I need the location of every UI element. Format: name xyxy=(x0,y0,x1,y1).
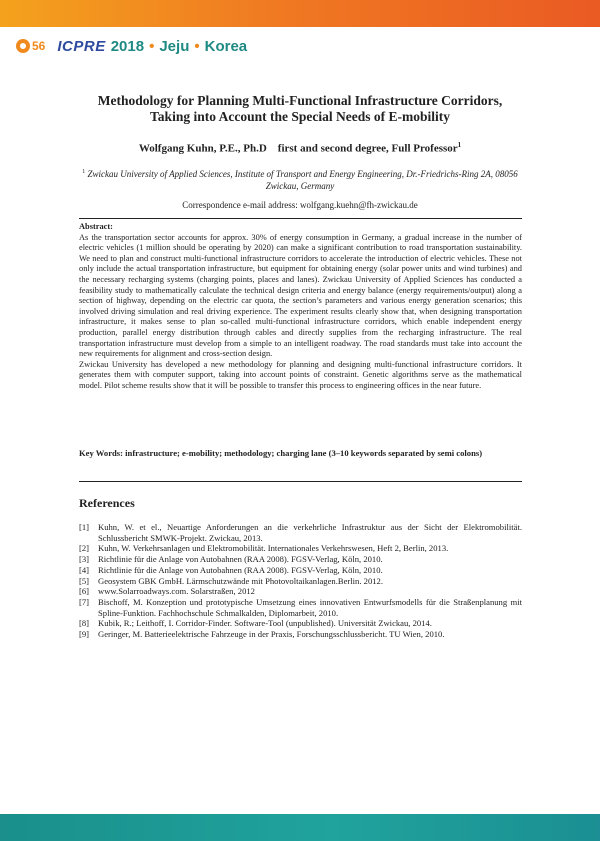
reference-text: Geosystem GBK GmbH. Lärmschutzwände mit Photovoltaikanlagen.Berlin. 2012. xyxy=(98,575,383,586)
reference-item xyxy=(79,586,522,597)
reference-number: [4] xyxy=(79,564,90,575)
reference-text: Kubik, R.; Leithoff, I. Corridor-Finder. Software-Tool (unpublished). Universität Zwickau, 2014. xyxy=(98,618,432,629)
logo-separator: • xyxy=(194,37,200,55)
affiliation-mark: 1 xyxy=(82,169,86,175)
author-affiliation-mark: 1 xyxy=(457,141,462,149)
reference-number: [9] xyxy=(79,629,90,640)
reference-text: Kuhn, W. Verkehrsanlagen und Elektromobilität. Internationales Verkehrswesen, Heft 2, Berlin, 2013. xyxy=(98,543,449,554)
abstract-heading: Abstract: xyxy=(79,222,113,231)
reference-number: [1] xyxy=(79,522,90,532)
conference-country: Korea xyxy=(204,37,248,55)
reference-text: Bischoff, M. Konzeption und prototypische Umsetzung eines innovativen Entwurfsmodells für die Straßenplanung mit Spline-Funktion. Fachhochschule Schmalkalden, Diplomarbeit, 2010. xyxy=(98,596,522,618)
reference-item xyxy=(79,576,522,587)
correspondence-email: Correspondence e-mail address: wolfgang.kuehn@fh-zwickau.de xyxy=(182,200,418,210)
reference-item xyxy=(79,543,522,554)
keywords: Key Words: infrastructure; e-mobility; methodology; charging lane (3–10 keywords separated by semi colons) xyxy=(79,448,483,458)
reference-number: [5] xyxy=(79,575,90,586)
reference-text: www.Solarroadways.com. Solarstraßen, 2012 xyxy=(98,586,255,597)
conference-name: ICPRE xyxy=(57,37,106,55)
reference-number: [8] xyxy=(79,618,90,629)
reference-list xyxy=(79,522,522,640)
author-line xyxy=(60,141,540,155)
reference-item xyxy=(79,629,522,640)
conference-emblem-icon xyxy=(16,39,30,53)
reference-text: Geringer, M. Batterieelektrische Fahrzeuge in der Praxis, Forschungsschlussbericht. TU Wien, 2010. xyxy=(98,629,445,640)
affiliation xyxy=(80,166,520,192)
header-band xyxy=(0,0,600,27)
conference-year: 2018 xyxy=(110,37,145,55)
reference-number: [6] xyxy=(79,586,90,597)
reference-number: [7] xyxy=(79,596,90,607)
reference-item xyxy=(79,522,522,543)
conference-city: Jeju xyxy=(159,37,190,55)
affiliation-text: Zwickau University of Applied Sciences, Institute of Transport and Energy Engineering, Dr.-Friedrichs-Ring 2A, 08056 Zwickau, Germany xyxy=(87,169,518,191)
abstract-top-rule xyxy=(79,218,522,219)
reference-item xyxy=(79,618,522,629)
logo-separator: • xyxy=(149,37,155,55)
abstract-section xyxy=(79,222,522,392)
paper-title-line-1: Methodology for Planning Multi-Functional Infrastructure Corridors, xyxy=(97,93,503,108)
reference-item xyxy=(79,565,522,576)
references-heading: References xyxy=(79,496,135,510)
author-name: Wolfgang Kuhn, P.E., Ph.D first and second degree, Full Professor xyxy=(138,142,458,155)
reference-text: Richtlinie für die Anlage von Autobahnen (RAA 2008). FGSV-Verlag, Köln, 2010. xyxy=(98,564,383,575)
reference-item xyxy=(79,597,522,618)
conference-logo xyxy=(16,36,247,56)
paper-title-line-2: Taking into Account the Special Needs of E-mobility xyxy=(150,109,450,124)
abstract-paragraph-2: Zwickau University has developed a new methodology for planning and designing multi-functional infrastructure corridors. It generates them with computer support, taking into account points of constraint. Genetic algorithms serve as the mathematical model. Pilot scheme results show that it will be possible to transfer this process to engineering offices in the near future. xyxy=(79,359,522,390)
footer-band xyxy=(0,814,600,841)
reference-number: [2] xyxy=(79,543,90,554)
reference-number: [3] xyxy=(79,554,90,565)
reference-item xyxy=(79,554,522,565)
reference-text: Richtlinie für die Anlage von Autobahnen (RAA 2008). FGSV-Verlag, Köln, 2010. xyxy=(98,554,383,565)
abstract-bottom-rule xyxy=(79,481,522,482)
reference-text: Kuhn, W. et el., Neuartige Anforderungen an die verkehrliche Infrastruktur aus der Sicht der Elektromobilität. Schlussbericht SMWK-Projekt. Zwickau, 2013. xyxy=(98,522,522,543)
page-number: 56 xyxy=(32,39,46,53)
paper-title xyxy=(60,93,540,125)
abstract-paragraph-1: As the transportation sector accounts for approx. 30% of energy consumption in Germany, a gradual increase in the number of electric vehicles (1 million should be operating by 2020) can make a significant contribution to road transportation sustainability. We need to plan and construct multi-functional infrastructure corridors to accelerate the introduction of electric vehicles. These not only include the actual transportation infrastructure, but equipment for obtaining energy (solar power units and wind turbines) and the necessary recharging systems (charging points, places and lanes). Zwickau University of Applied Sciences has conducted a feasibility study to mathematically calculate the technical design criteria and energy balance (energy requirements/output) along a section of highway, depending on the electric car quota, the section’s parameters and various energy generation scenarios; this involved driving simulation and real driving experience. The experiment results clearly show that, when designing transportation infrastructure, it makes sense to plan so-called multi-functional infrastructure corridors, which enable independent energy production, parallel energy distribution through cables and directly supplies from the recharging infrastructure. The real transportation infrastructure must develop from a simple to an intelligent roadway. The road standards must take into account the new requirements for alignment and cross-section design. xyxy=(79,232,522,359)
